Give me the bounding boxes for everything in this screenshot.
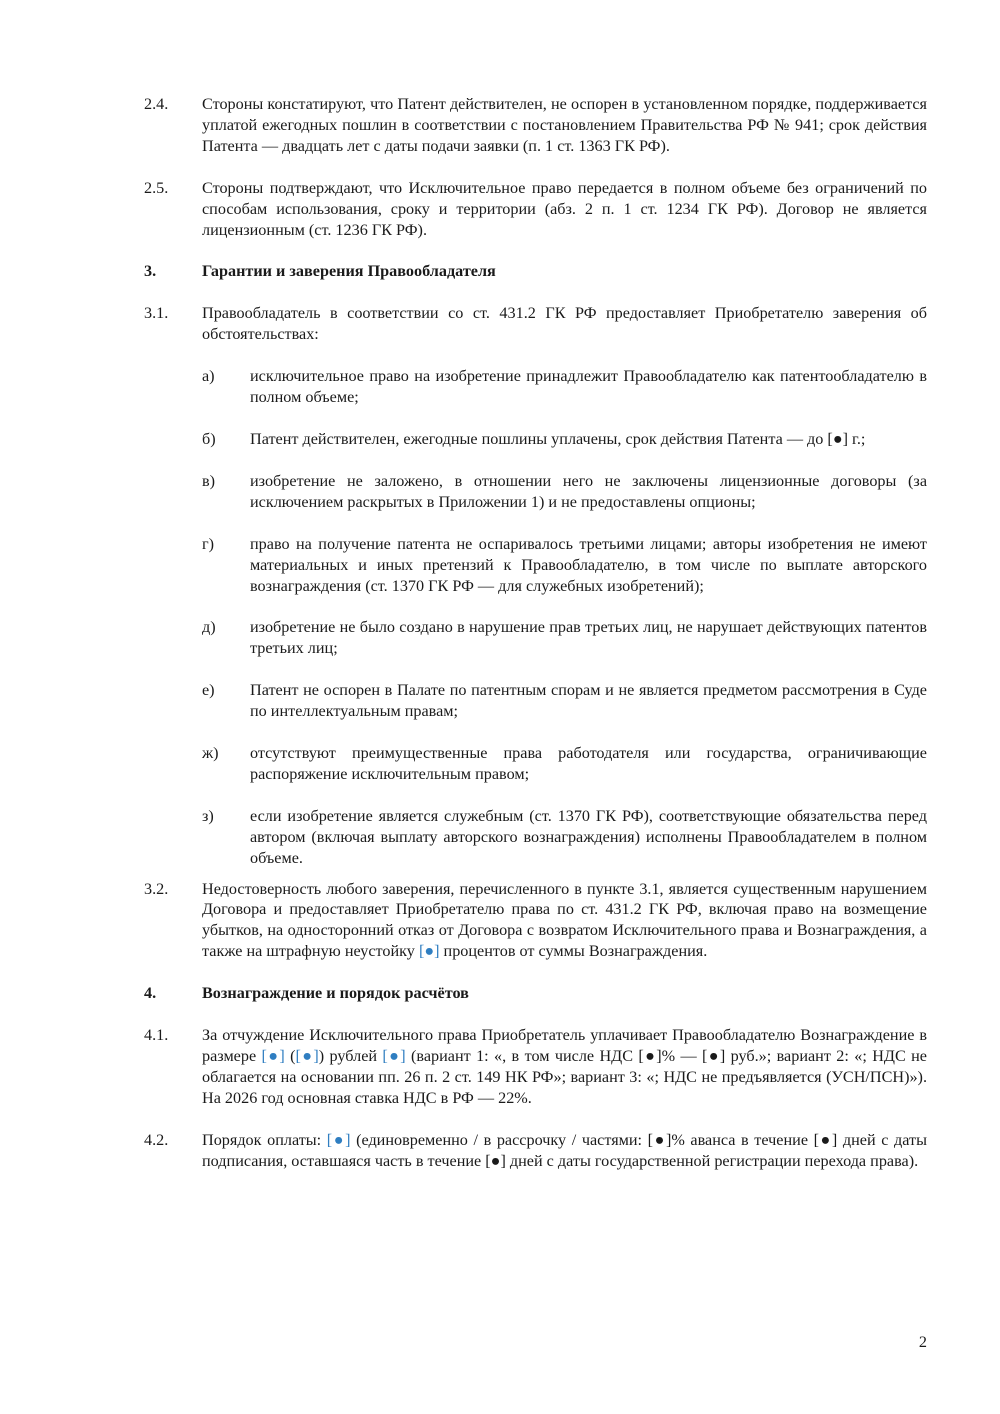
section-title: Вознаграждение и порядок расчётов bbox=[202, 984, 469, 1003]
list-item-letter: д) bbox=[202, 618, 216, 637]
clause-text bbox=[202, 879, 927, 963]
list-item-text: отсутствуют преимущественные права работодателя или государства, ограничивающие распоряжение исключительным правом; bbox=[250, 744, 927, 783]
clause-4-2 bbox=[144, 1130, 927, 1172]
clause-number: 2.4. bbox=[144, 95, 169, 113]
list-item-text: исключительное право на изобретение принадлежит Правообладателю как патентообладателю в полном объеме; bbox=[250, 367, 927, 407]
clause-2-5 bbox=[144, 178, 927, 241]
list-item bbox=[144, 429, 927, 450]
clause-text-part: (вариант 1: «, в том числе НДС [●]% — [●] руб.»; вариант 2: «; НДС не облагается на основании пп. 26 п. 2 ст. 149 НК РФ»; вариант 3: «; НДС не предъявляется (УСН/ПСН)»). На 2026 год основная ставка НДС в РФ — 22%. bbox=[202, 1047, 927, 1107]
placeholder-field[interactable]: [●] bbox=[326, 1130, 351, 1149]
section-3-heading bbox=[144, 261, 927, 282]
clause-4-1 bbox=[144, 1025, 927, 1109]
list-item-letter: ж) bbox=[202, 744, 219, 763]
list-item-text: если изобретение является служебным (ст. 1370 ГК РФ), соответствующие обязательства перед автором (включая выплату авторского вознаграждения) исполнены Правообладателем в полном объеме. bbox=[250, 806, 927, 867]
clause-number: 4.2. bbox=[144, 1130, 169, 1149]
list-item bbox=[144, 680, 927, 722]
placeholder-field[interactable]: [●] bbox=[382, 1047, 406, 1065]
section-title: Гарантии и заверения Правообладателя bbox=[202, 262, 496, 281]
clause-number: 3.1. bbox=[144, 304, 169, 323]
clause-text-part: (единовременно / в рассрочку / частями: [●]% аванса в течение [●] дней с даты подписания, оставшаяся часть в течение [●] дней с даты государственной регистрации перехода права). bbox=[202, 1130, 927, 1170]
clause-text-part: Недостоверность любого заверения, перечисленного в пункте 3.1, является существенным нарушением Договора и предоставляет Приобретателю права по ст. 431.2 ГК РФ, включая право на возмещение убытков, на односторонний отказ от Договора с возвратом Исключительного права и Вознаграждения, а также на штрафную неустойку bbox=[202, 879, 927, 961]
clause-2-4 bbox=[144, 94, 927, 157]
clause-text bbox=[202, 1130, 927, 1172]
list-item bbox=[144, 806, 927, 869]
clause-text-part: За отчуждение Исключительного права Приобретатель уплачивает Правообладателю Вознаграждение в размере bbox=[202, 1026, 927, 1065]
clause-text-part: Порядок оплаты: bbox=[202, 1130, 327, 1149]
list-item-text: право на получение патента не оспаривалось третьими лицами; авторы изобретения не имеют материальных и иных претензий к Правообладателю, в том числе по выплате авторского вознаграждения (ст. 1370 ГК РФ — для служебных изобретений); bbox=[250, 534, 927, 595]
list-item bbox=[144, 617, 927, 659]
clause-number: 3.2. bbox=[144, 879, 169, 898]
list-item-text: изобретение не было создано в нарушение прав третьих лиц, не нарушает действующих патентов третьих лиц; bbox=[250, 618, 927, 658]
clause-number: 4.1. bbox=[144, 1026, 169, 1045]
clause-text-part: ( bbox=[284, 1047, 296, 1065]
clause-text-part: ) рублей bbox=[318, 1047, 383, 1065]
list-item-text: изобретение не заложено, в отношении него не заключены лицензионные договоры (за исключением раскрытых в Приложении 1) и не предоставлены опционы; bbox=[250, 471, 927, 511]
list-item bbox=[144, 366, 927, 408]
section-number: 4. bbox=[144, 984, 157, 1003]
clause-text bbox=[202, 1025, 927, 1109]
page-number: 2 bbox=[918, 1333, 927, 1351]
section-number: 3. bbox=[144, 262, 157, 281]
list-item-letter: г) bbox=[202, 534, 215, 553]
placeholder-field[interactable]: [●] bbox=[261, 1047, 285, 1065]
list-item-letter: з) bbox=[202, 806, 214, 825]
list-item-letter: б) bbox=[202, 429, 216, 448]
list-item-letter: в) bbox=[202, 471, 216, 490]
placeholder-field[interactable]: [●] bbox=[418, 942, 440, 961]
placeholder-field[interactable]: [●] bbox=[295, 1047, 319, 1065]
clause-text-part: процентов от суммы Вознаграждения. bbox=[439, 942, 708, 961]
section-4-heading bbox=[144, 983, 927, 1004]
list-item-text: Патент действителен, ежегодные пошлины уплачены, срок действия Патента — до [●] г.; bbox=[250, 429, 866, 448]
clause-3-1 bbox=[144, 303, 927, 345]
clause-text: Стороны подтверждают, что Исключительное право передается в полном объеме без ограничений по способам использования, сроку и территории (абз. 2 п. 1 ст. 1234 ГК РФ). Договор не является лицензионным (ст. 1236 ГК РФ). bbox=[202, 178, 927, 239]
list-item-letter: а) bbox=[202, 367, 215, 386]
clause-number: 2.5. bbox=[144, 178, 169, 197]
list-item bbox=[144, 743, 927, 785]
clause-text: Правообладатель в соответствии со ст. 431.2 ГК РФ предоставляет Приобретателю заверения об обстоятельствах: bbox=[202, 304, 927, 344]
page-content bbox=[144, 94, 927, 1193]
list-item-letter: е) bbox=[202, 681, 215, 700]
clause-text: Стороны констатируют, что Патент действителен, не оспорен в установленном порядке, поддерживается уплатой ежегодных пошлин в соответствии с постановлением Правительства РФ № 941; срок действия Патента — двадцать лет с даты подачи заявки (п. 1 ст. 1363 ГК РФ). bbox=[202, 95, 927, 155]
list-item-text: Патент не оспорен в Палате по патентным спорам и не является предметом рассмотрения в Суде по интеллектуальным правам; bbox=[250, 681, 927, 721]
list-item bbox=[144, 534, 927, 597]
list-item bbox=[144, 471, 927, 513]
clause-3-2 bbox=[144, 879, 927, 963]
